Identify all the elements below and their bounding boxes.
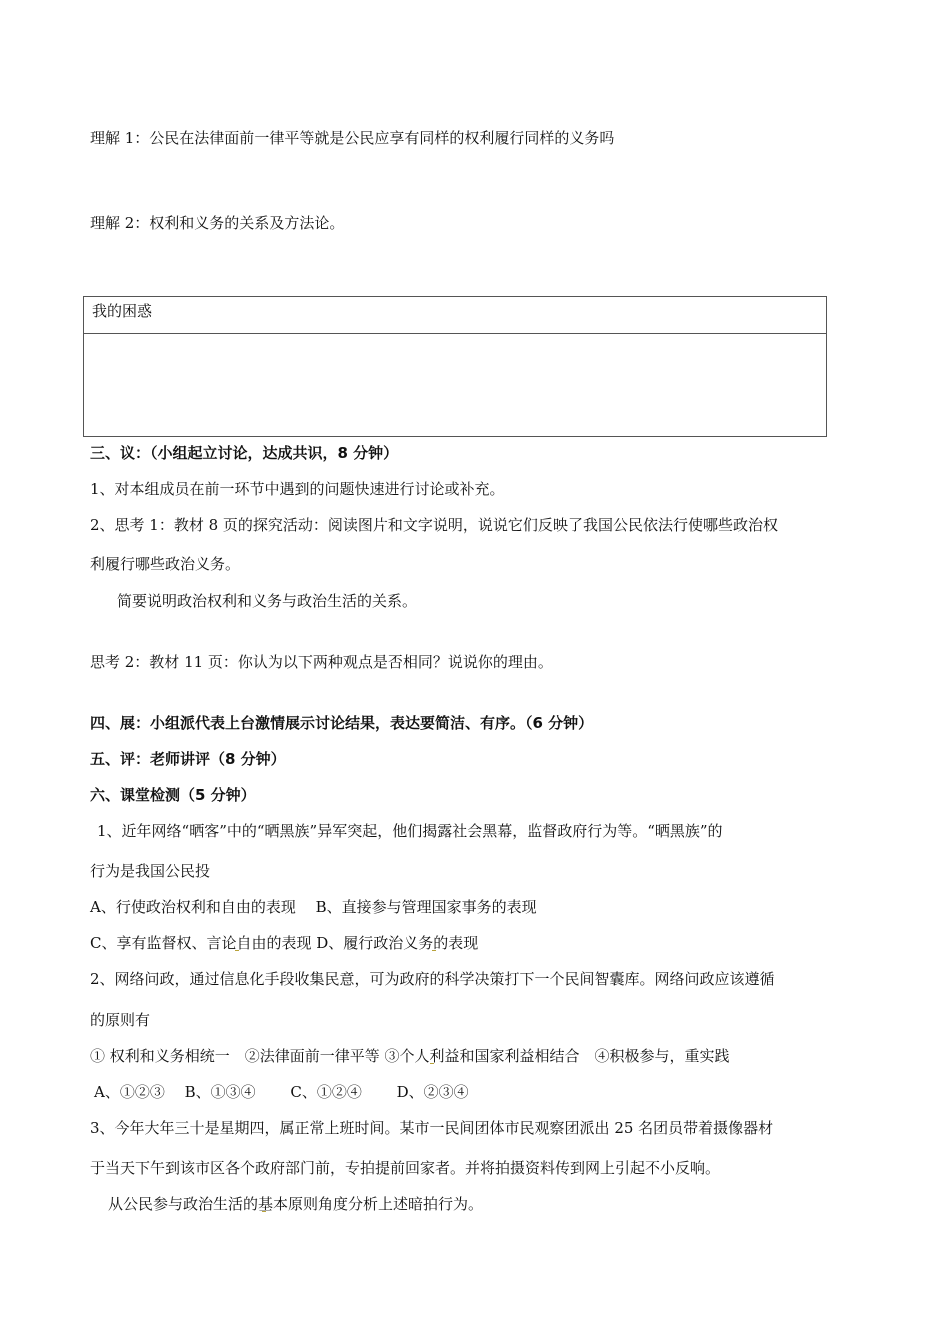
question-1-options-cd: C、享有监督权、言论自由的表现 D、履行政治义务的表现 <box>90 934 479 952</box>
section-3-title: 三、议：（小组起立讨论，达成共识，8 分钟） <box>90 444 399 462</box>
question-2-items: ① 权利和义务相统一 ②法律面前一律平等 ③个人利益和国家利益相结合 ④积极参与，重实践 <box>90 1047 730 1065</box>
scan-mark <box>262 1208 266 1212</box>
scan-mark <box>430 1060 434 1064</box>
question-2-line-1: 2、网络问政，通过信息化手段收集民意，可为政府的科学决策打下一个民间智囊库。网络问政应该遵循 <box>90 970 775 988</box>
understanding-2: 理解 2：权利和义务的关系及方法论。 <box>90 214 345 232</box>
section-3-item-1: 1、对本组成员在前一环节中遇到的问题快速进行讨论或补充。 <box>90 480 505 498</box>
section-3-item-2-line-1: 2、思考 1：教材 8 页的探究活动：阅读图片和文字说明，说说它们反映了我国公民依法行使哪些政治权 <box>90 516 778 534</box>
question-1-options-ab: A、行使政治权利和自由的表现 B、直接参与管理国家事务的表现 <box>90 898 537 916</box>
understanding-1: 理解 1：公民在法律面前一律平等就是公民应享有同样的权利履行同样的义务吗 <box>90 129 615 147</box>
question-3-question: 从公民参与政治生活的基本原则角度分析上述暗拍行为。 <box>108 1195 484 1213</box>
question-3-line-2: 于当天下午到该市区各个政府部门前，专拍提前回家者。并将拍摄资料传到网上引起不小反响。 <box>90 1159 721 1177</box>
confusion-table <box>83 296 827 437</box>
confusion-table-body <box>84 334 826 436</box>
scan-mark <box>235 947 239 951</box>
section-3-think-2: 思考 2：教材 11 页：你认为以下两种观点是否相同？说说你的理由。 <box>90 653 553 671</box>
question-3-line-1: 3、今年大年三十是星期四，属正常上班时间。某市一民间团体市民观察团派出 25 名团员带着摄像器材 <box>90 1119 774 1137</box>
section-4-title: 四、展：小组派代表上台激情展示讨论结果，表达要简洁、有序。（6 分钟） <box>90 714 594 732</box>
confusion-table-header: 我的困惑 <box>84 297 826 334</box>
section-5-title: 五、评：老师讲评（8 分钟） <box>90 750 286 768</box>
section-3-item-2-sub: 简要说明政治权利和义务与政治生活的关系。 <box>117 592 418 610</box>
question-2-options: A、①②③ B、①③④ C、①②④ D、②③④ <box>94 1083 469 1101</box>
scan-mark <box>432 947 436 951</box>
section-6-title: 六、课堂检测（5 分钟） <box>90 786 256 804</box>
question-1-line-2: 行为是我国公民投 <box>90 862 211 880</box>
section-3-item-2-line-2: 利履行哪些政治义务。 <box>90 555 241 573</box>
question-1-line-1: 1、近年网络“晒客”中的“晒黑族”异军突起，他们揭露社会黑幕，监督政府行为等。“晒黑族”的 <box>97 822 723 840</box>
question-2-line-2: 的原则有 <box>90 1011 151 1029</box>
